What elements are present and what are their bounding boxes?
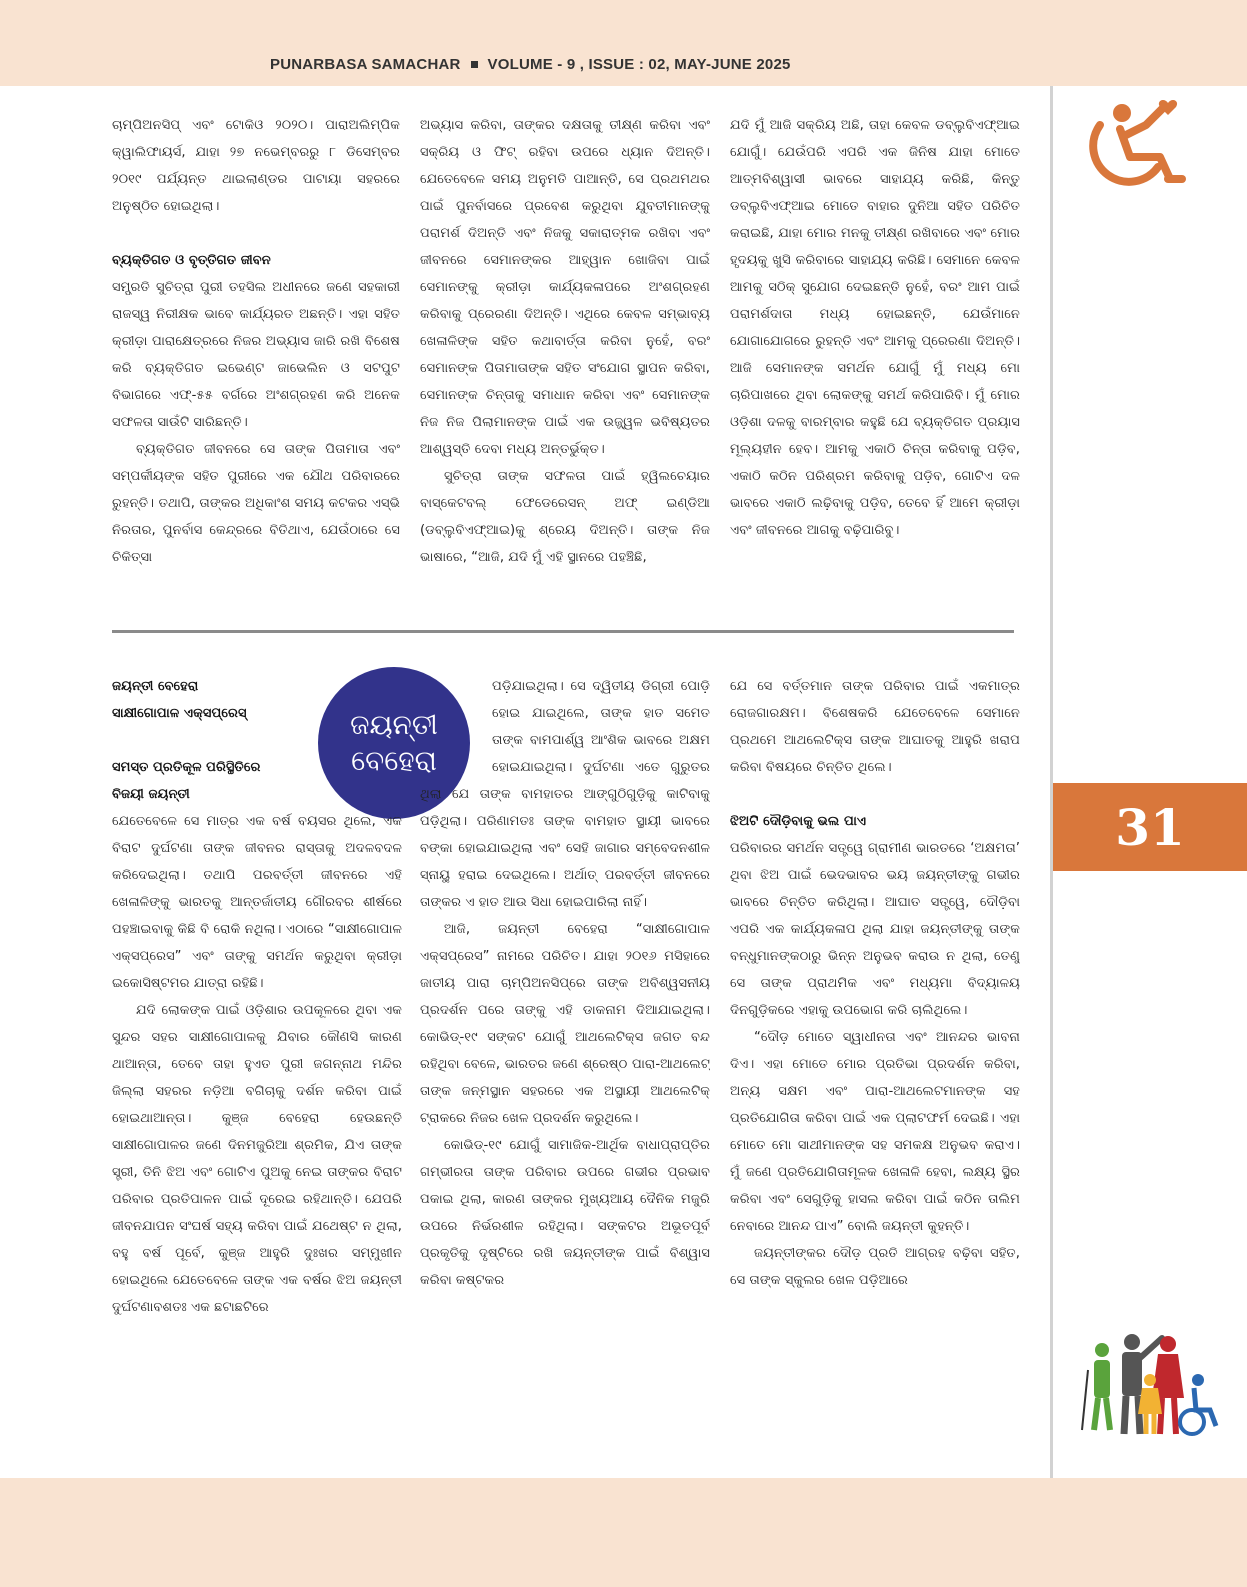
running-header — [270, 56, 791, 73]
paragraph: ପରିବାରର ସମର୍ଥନ ସତ୍ତ୍ୱେ ଗ୍ରାମୀଣ ଭାରତରେ ‘ଅକ୍ଷମତା’ ଥିବା ଝିଅ ପାଇଁ ଭେଦଭାବର ଭୟ ଜୟନ୍ତୀଙ୍କୁ ଗଭୀର ଭାବରେ ଚିନ୍ତିତ କରିଥିଲା। ଆଘାତ ସତ୍ତ୍ୱେ, ଦୌଡ଼ିବା ଏପରି ଏକ କାର୍ଯ୍ୟକଳାପ ଥିଲା ଯାହା ଜୟନ୍ତୀଙ୍କୁ ତାଙ୍କ ବନ୍ଧୁମାନଙ୍କଠାରୁ ଭିନ୍ନ ଅନୁଭବ କରାଉ ନ ଥିଲା, ତେଣୁ ସେ ତାଙ୍କ ପ୍ରାଥମିକ ଏବଂ ମଧ୍ୟମା ବିଦ୍ୟାଳୟ ଦିନଗୁଡ଼ିକରେ ଏହାକୁ ଉପଭୋଗ କରି ଚାଲିଥିଲେ। — [730, 841, 1020, 1018]
page-number: 31 — [1115, 797, 1185, 857]
lower-column-3 — [730, 673, 1020, 1473]
paragraph: ଯଦି ଲୋକଙ୍କ ପାଇଁ ଓଡ଼ିଶାର ଉପକୂଳରେ ଥିବା ଏକ ସୁନ୍ଦର ସହର ସାକ୍ଷୀଗୋପାଳକୁ ଯିବାର କୌଣସି କାରଣ ଥାଆନ୍ତା, ତେବେ ତାହା ହୁଏତ ପୁରୀ ଜଗନ୍ନାଥ ମନ୍ଦିର ଜିଲ୍ଲା ସହରର ନଡ଼ିଆ ବଗିଚାକୁ ଦର୍ଶନ କରିବା ପାଇଁ ହୋଇଥାଆନ୍ତା। କୁଞ୍ଜ ବେହେରା ହେଉଛନ୍ତି ସାକ୍ଷୀଗୋପାଳର ଜଣେ ଦିନମଜୁରିଆ ଶ୍ରମିକ, ଯିଏ ତାଙ୍କ ସ୍ତ୍ରୀ, ତିନି ଝିଅ ଏବଂ ଗୋଟିଏ ପୁଅକୁ ନେଇ ତାଙ୍କର ବିରାଟ ପରିବାର ପ୍ରତିପାଳନ ପାଇଁ ଦୂରେଇ ରହିଥାନ୍ତି। ଯେପରି ଜୀବନଯାପନ ସଂଘର୍ଷ ସହ୍ୟ କରିବା ପାଇଁ ଯଥେଷ୍ଟ ନ ଥିଲା, ବହୁ ବର୍ଷ ପୂର୍ବେ, କୁଞ୍ଜ ଆହୁରି ଦୁଃଖର ସମ୍ମୁଖୀନ ହୋଇଥିଲେ ଯେତେବେଳେ ତାଙ୍କ ଏକ ବର୍ଷର ଝିଅ ଜୟନ୍ତୀ ଦୁର୍ଘଟଣାବଶତଃ ଏକ ଛଟାଛଟିରେ — [112, 1003, 402, 1315]
paragraph: ଜୟନ୍ତୀଙ୍କର ଦୌଡ଼ ପ୍ରତି ଆଗ୍ରହ ବଢ଼ିବା ସହିତ, ସେ ତାଙ୍କ ସ୍କୁଲର ଖେଳ ପଡ଼ିଆରେ — [730, 1246, 1020, 1288]
paragraph: ଆଜି, ଜୟନ୍ତୀ ବେହେରା “ସାକ୍ଷୀଗୋପାଳ ଏକ୍ସପ୍ରେସ” ନାମରେ ପରିଚିତ। ଯାହା ୨୦୧୬ ମସିହାରେ ଜାତୀୟ ପାରା ଚାମ୍ପିଅନସିପ୍‌ରେ ତାଙ୍କ ଅବିଶ୍ୱସନୀୟ ପ୍ରଦର୍ଶନ ପରେ ତାଙ୍କୁ ଏହି ଡାକନାମ ଦିଆଯାଇଥିଲା। କୋଭିଡ୍-୧୯ ସଙ୍କଟ ଯୋଗୁଁ ଆଥଲେଟିକ୍ସ ଜଗତ ବନ୍ଦ ରହିଥିବା ବେଳେ, ଭାରତର ଜଣେ ଶ୍ରେଷ୍ଠ ପାରା-ଆଥଲେଟ୍ ତାଙ୍କ ଜନ୍ମସ୍ଥାନ ସହରରେ ଏକ ଅସ୍ଥାୟୀ ଆଥଲେଟିକ୍ ଟ୍ରାକରେ ନିଜର ଖେଳ ପ୍ରଦର୍ଶନ କରୁଥିଲେ। — [420, 922, 710, 1126]
section-heading-line-2: ବିଜୟୀ ଜୟନ୍ତୀ — [112, 787, 190, 802]
people-inclusion-logo-icon — [1080, 1330, 1220, 1440]
wheelchair-logo-icon — [1072, 95, 1212, 195]
lower-column-2 — [420, 673, 710, 1473]
upper-column-3 — [730, 112, 1020, 612]
section-divider — [112, 630, 1014, 633]
paragraph: ଯେ ସେ ବର୍ତ୍ତମାନ ତାଙ୍କ ପରିବାର ପାଇଁ ଏକମାତ୍ର ରୋଜଗାରକ୍ଷମ। ବିଶେଷକରି ଯେତେବେଳେ ସେମାନେ ପ୍ରଥମେ ଆଥଲେଟିକ୍ସ ତାଙ୍କ ଆଘାତକୁ ଆହୁରି ଖରାପ କରିବା ବିଷୟରେ ଚିନ୍ତିତ ଥିଲେ। — [730, 679, 1020, 775]
bottom-band — [0, 1478, 1247, 1587]
paragraph: “ଦୌଡ଼ ମୋତେ ସ୍ୱାଧୀନତା ଏବଂ ଆନନ୍ଦର ଭାବନା ଦିଏ। ଏହା ମୋତେ ମୋର ପ୍ରତିଭା ପ୍ରଦର୍ଶନ କରିବା, ଅନ୍ୟ ସକ୍ଷମ ଏବଂ ପାରା-ଆଥଲେଟମାନଙ୍କ ସହ ପ୍ରତିଯୋଗିତା କରିବା ପାଇଁ ଏକ ପ୍ଲାଟଫର୍ମ ଦେଇଛି। ଏହା ମୋତେ ମୋ ସାଥୀମାନଙ୍କ ସହ ସମକକ୍ଷ ଅନୁଭବ କରାଏ। ମୁଁ ଜଣେ ପ୍ରତିଯୋଗିତାମୂଳକ ଖେଳାଳି ହେବା, ଲକ୍ଷ୍ୟ ସ୍ଥିର କରିବା ଏବଂ ସେଗୁଡ଼ିକୁ ହାସଲ କରିବା ପାଇଁ କଠିନ ତାଲିମ ନେବାରେ ଆନନ୍ଦ ପାଏ” ବୋଲି ଜୟନ୍ତୀ କୁହନ୍ତି। — [730, 1030, 1020, 1234]
section-heading: ବ୍ୟକ୍ତିଗତ ଓ ବୃତ୍ତିଗତ ଜୀବନ — [112, 253, 271, 268]
paragraph: କୋଭିଡ୍-୧୯ ଯୋଗୁଁ ସାମାଜିକ-ଆର୍ଥିକ ବାଧାପ୍ରାପ୍ତିର ଗମ୍ଭୀରତା ତାଙ୍କ ପରିବାର ଉପରେ ଗଭୀର ପ୍ରଭାବ ପକାଇ ଥିଲା, କାରଣ ତାଙ୍କର ମୁଖ୍ୟଆୟ ଦୈନିକ ମଜୁରି ଉପରେ ନିର୍ଭରଶୀଳ ରହିଥିଲା। ସଙ୍କଟର ଅଭୂତପୂର୍ବ ପ୍ରକୃତିକୁ ଦୃଷ୍ଟିରେ ରଖି ଜୟନ୍ତୀଙ୍କ ପାଇଁ ବିଶ୍ୱାସ କରିବା କଷ୍ଟକର — [420, 1138, 710, 1288]
separator-square-icon — [471, 61, 478, 68]
page-number-badge — [1053, 783, 1247, 871]
section-heading-line-1: ସମସ୍ତ ପ୍ରତିକୂଳ ପରିସ୍ଥିତିରେ — [112, 760, 261, 775]
publication-name: PUNARBASA SAMACHAR — [270, 56, 461, 73]
paragraph: ଚାମ୍ପିଅନସିପ୍ ଏବଂ ଟୋକିଓ ୨୦୨୦। ପାରାଅଲିମ୍ପିକ କ୍ୱାଲିଫାୟର୍ସ, ଯାହା ୨୭ ନଭେମ୍ବରରୁ ୮ ଡିସେମ୍ବର ୨୦୧୯ ପର୍ଯ୍ୟନ୍ତ ଥାଇଲାଣ୍ଡର ପାଟାୟା ସହରରେ ଅନୁଷ୍ଠିତ ହୋଇଥିଲା। — [112, 118, 400, 214]
section-heading: ଝିଅଟି ଦୌଡ଼ିବାକୁ ଭଲ ପାଏ — [730, 814, 867, 829]
lower-column-1 — [112, 673, 402, 1473]
title-line-1: ଜୟନ୍ତୀ — [350, 708, 438, 741]
upper-column-2 — [420, 112, 710, 612]
paragraph: ପଡ଼ିଯାଇଥିଲା। ସେ ଦ୍ୱିତୀୟ ଡିଗ୍ରୀ ପୋଡ଼ି ହୋଇ ଯାଇଥିଲେ, ତାଙ୍କ ହାତ ସମେତ ତାଙ୍କ ବାମପାର୍ଶ୍ୱ ଆଂଶିକ ଭାବରେ ଅକ୍ଷମ ହୋଇଯାଇଥିଲା। ଦୁର୍ଘଟଣା ଏତେ ଗୁରୁତର ଥିଲା ଯେ ତାଙ୍କ ବାମହାତର ଆଙ୍ଗୁଠିଗୁଡ଼ିକୁ କାଟିବାକୁ ପଡ଼ିଥିଲା। ପରିଣାମତଃ ତାଙ୍କ ବାମହାତ ସ୍ଥାୟୀ ଭାବରେ ବଙ୍କା ହୋଇଯାଇଥିଲା ଏବଂ ସେହି ଜାଗାର ସମ୍ବେଦନଶୀଳ ସ୍ନାୟୁ ହରାଇ ଦେଇଥିଲେ। ଅର୍ଥାତ୍ ପରବର୍ତ୍ତୀ ଜୀବନରେ ତାଙ୍କର ଏ ହାତ ଆଉ ସିଧା ହୋଇପାରିଲା ନାହିଁ। — [420, 679, 710, 910]
top-band — [0, 0, 1247, 86]
paragraph: ସୁଚିତ୍ରା ତାଙ୍କ ସଫଳତା ପାଇଁ ହ୍ୱିଲଚେୟାର ବାସ୍କେଟବଲ୍ ଫେଡେରେସନ୍ ଅଫ୍ ଇଣ୍ଡିଆ (ଡବ୍ଲୁବିଏଫ୍‌ଆଇ)କୁ ଶ୍ରେୟ ଦିଅନ୍ତି। ତାଙ୍କ ନିଜ ଭାଷାରେ, “ଆଜି, ଯଦି ମୁଁ ଏହି ସ୍ଥାନରେ ପହଞ୍ଚିଛି, — [420, 469, 710, 565]
paragraph: ଯେତେବେଳେ ସେ ମାତ୍ର ଏକ ବର୍ଷ ବୟସର ଥିଲେ, ଏକ ବିରାଟ ଦୁର୍ଘଟଣା ତାଙ୍କ ଜୀବନର ରାସ୍ତାକୁ ଅଦଳବଦଳ କରିଦେଇଥିଲା। ତଥାପି ପରବର୍ତ୍ତୀ ଜୀବନରେ ଏହି ଖେଳାଳିଙ୍କୁ ଭାରତକୁ ଆନ୍ତର୍ଜାତୀୟ ଗୌରବର ଶୀର୍ଷରେ ପହଞ୍ଚାଇବାକୁ କିଛି ବି ରୋକି ନଥିଲା। ଏଠାରେ “ସାକ୍ଷୀଗୋପାଳ ଏକ୍ସପ୍ରେସ” ଏବଂ ତାଙ୍କୁ ସମର୍ଥନ କରୁଥିବା କ୍ରୀଡ଼ା ଇକୋସିଷ୍ଟମର ଯାତ୍ରା ରହିଛି। — [112, 814, 402, 991]
athlete-name: ଜୟନ୍ତୀ ବେହେରା — [112, 679, 199, 694]
sidebar-divider — [1050, 86, 1053, 1478]
paragraph: ଯଦି ମୁଁ ଆଜି ସକ୍ରିୟ ଅଛି, ତାହା କେବଳ ଡବ୍ଲୁବିଏଫ୍‌ଆଇ ଯୋଗୁଁ। ଯେଉଁପରି ଏପରି ଏକ ଜିନିଷ ଯାହା ମୋତେ ଆତ୍ମବିଶ୍ୱାସୀ ଭାବରେ ସାହାଯ୍ୟ କରିଛି, କିନ୍ତୁ ଡବ୍ଲୁବିଏଫ୍‌ଆଇ ମୋତେ ବାହାର ଦୁନିଆ ସହିତ ପରିଚିତ କରାଇଛି, ଯାହା ମୋର ମନକୁ ତୀକ୍ଷ୍ଣ ରଖିବାରେ ଏବଂ ମୋର ହୃଦୟକୁ ଖୁସି କରିବାରେ ସାହାଯ୍ୟ କରିଛି। ସେମାନେ କେବଳ ଆମକୁ ସଠିକ୍ ସୁଯୋଗ ଦେଇଛନ୍ତି ନୁହେଁ, ବରଂ ଆମ ପାଇଁ ପରାମର୍ଶଦାତା ମଧ୍ୟ ହୋଇଛନ୍ତି, ଯେଉଁମାନେ ଯୋଗାଯୋଗରେ ରୁହନ୍ତି ଏବଂ ଆମକୁ ପ୍ରେରଣା ଦିଅନ୍ତି। ଆଜି ସେମାନଙ୍କ ସମର୍ଥନ ଯୋଗୁଁ ମୁଁ ମଧ୍ୟ ମୋ ଚାରିପାଖରେ ଥିବା ଲୋକଙ୍କୁ ସମର୍ଥ କରିପାରିବି। ମୁଁ ମୋର ଓଡ଼ିଶା ଦଳକୁ ବାରମ୍ବାର କହୁଛି ଯେ ବ୍ୟକ୍ତିଗତ ପ୍ରୟାସ ମୂଲ୍ୟହୀନ ହେବ। ଆମକୁ ଏକାଠି ଚିନ୍ତା କରିବାକୁ ପଡ଼ିବ, ଏକାଠି କଠିନ ପରିଶ୍ରମ କରିବାକୁ ପଡ଼ିବ, ଗୋଟିଏ ଦଳ ଭାବରେ ଏକାଠି ଲଢ଼ିବାକୁ ପଡ଼ିବ, ତେବେ ହିଁ ଆମେ କ୍ରୀଡ଼ା ଏବଂ ଜୀବନରେ ଆଗକୁ ବଢ଼ିପାରିବୁ। — [730, 118, 1020, 538]
paragraph: ସମ୍ପ୍ରତି ସୁଚିତ୍ରା ପୁରୀ ତହସିଲ ଅଧୀନରେ ଜଣେ ସହକାରୀ ରାଜସ୍ୱ ନିରୀକ୍ଷକ ଭାବେ କାର୍ଯ୍ୟରତ ଅଛନ୍ତି। ଏହା ସହିତ କ୍ରୀଡ଼ା ପାରାକ୍ଷେତ୍ରରେ ନିଜର ଅଭ୍ୟାସ ଜାରି ରଖି ବିଶେଷ କରି ବ୍ୟକ୍ତିଗତ ଇଭେଣ୍ଟ ଜାଭେଲିନ ଓ ସଟପୁଟ ବିଭାଗରେ ଏଫ୍-୫୫ ବର୍ଗରେ ଅଂଶଗ୍ରହଣ କରି ଅନେକ ସଫଳତା ସାଉଁଟି ସାରିଛନ୍ତି। — [112, 280, 400, 430]
issue-info: VOLUME - 9 , ISSUE : 02, MAY-JUNE 2025 — [487, 56, 791, 73]
title-line-2: ବେହେରା — [351, 744, 437, 777]
paragraph: ଅଭ୍ୟାସ କରିବା, ତାଙ୍କର ଦକ୍ଷତାକୁ ତୀକ୍ଷ୍ଣ କରିବା ଏବଂ ସକ୍ରିୟ ଓ ଫିଟ୍ ରହିବା ଉପରେ ଧ୍ୟାନ ଦିଅନ୍ତି। ଯେତେବେଳେ ସମୟ ଅନୁମତି ପାଆନ୍ତି, ସେ ପ୍ରଥମଥର ପାଇଁ ପୁନର୍ବାସରେ ପ୍ରବେଶ କରୁଥିବା ଯୁବତୀମାନଙ୍କୁ ପରାମର୍ଶ ଦିଅନ୍ତି ଏବଂ ନିଜକୁ ସକାରାତ୍ମକ ରଖିବା ଏବଂ ଜୀବନରେ ସେମାନଙ୍କର ଆହ୍ୱାନ ଖୋଜିବା ପାଇଁ ସେମାନଙ୍କୁ କ୍ରୀଡ଼ା କାର୍ଯ୍ୟକଳାପରେ ଅଂଶଗ୍ରହଣ କରିବାକୁ ପ୍ରେରଣା ଦିଅନ୍ତି। ଏଥିରେ କେବଳ ସମ୍ଭାବ୍ୟ ଖେଳାଳିଙ୍କ ସହିତ କଥାବାର୍ତ୍ତା କରିବା ନୁହେଁ, ବରଂ ସେମାନଙ୍କ ପିତାମାତାଙ୍କ ସହିତ ସଂଯୋଗ ସ୍ଥାପନ କରିବା, ସେମାନଙ୍କ ଚିନ୍ତାକୁ ସମାଧାନ କରିବା ଏବଂ ସେମାନଙ୍କ ନିଜ ନିଜ ପିଲାମାନଙ୍କ ପାଇଁ ଏକ ଉଜ୍ଜ୍ୱଳ ଭବିଷ୍ୟତର ଆଶ୍ୱସ୍ତି ଦେବା ମଧ୍ୟ ଅନ୍ତର୍ଭୁକ୍ତ। — [420, 118, 710, 457]
upper-column-1 — [112, 112, 400, 612]
athlete-nickname: ସାକ୍ଷୀଗୋପାଳ ଏକ୍ସପ୍ରେସ୍ — [112, 706, 247, 721]
paragraph: ବ୍ୟକ୍ତିଗତ ଜୀବନରେ ସେ ତାଙ୍କ ପିତାମାତା ଏବଂ ସମ୍ପର୍କୀୟଙ୍କ ସହିତ ପୁରୀରେ ଏକ ଯୌଥ ପରିବାରରେ ରୁହନ୍ତି। ତଥାପି, ତାଙ୍କର ଅଧିକାଂଶ ସମୟ କଟକର ଏସ୍‌ଭି ନିରତାର, ପୁନର୍ବାସ କେନ୍ଦ୍ରରେ ବିତିଥାଏ, ଯେଉଁଠାରେ ସେ ଚିକିତ୍ସା — [112, 442, 400, 565]
